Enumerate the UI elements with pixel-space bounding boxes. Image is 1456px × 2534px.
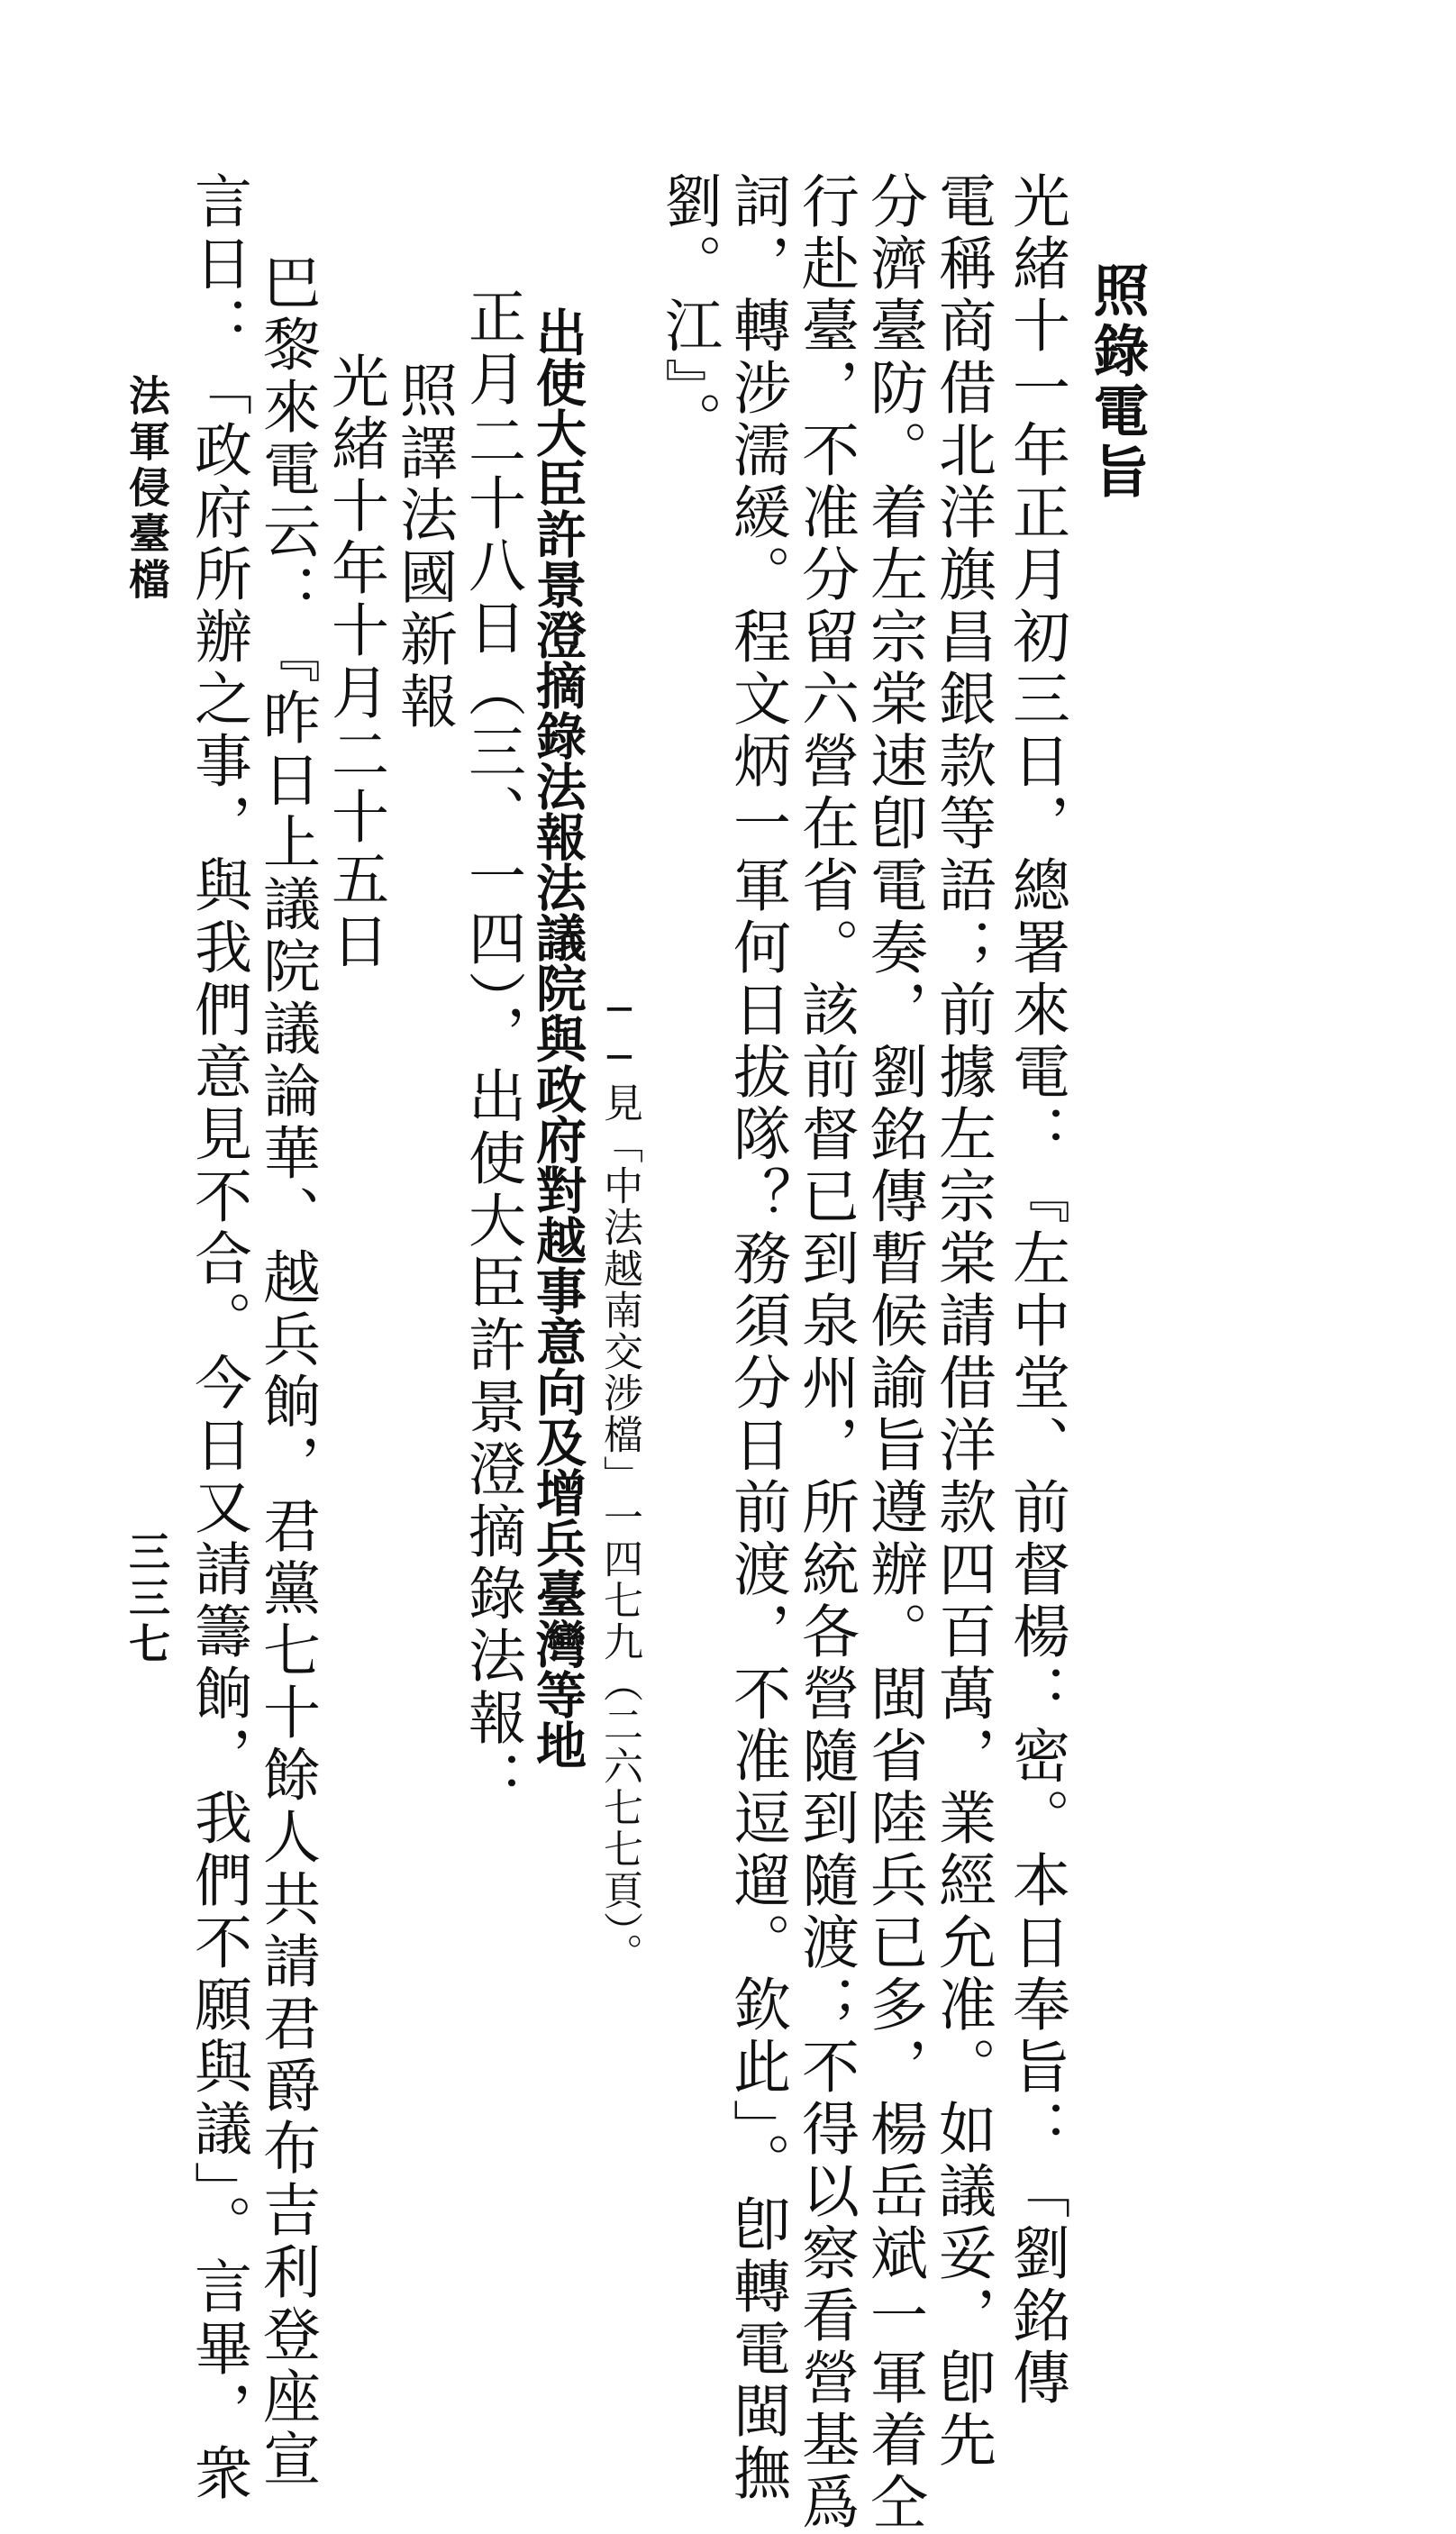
page-number: 三三七: [123, 1530, 171, 1668]
body-line: 光緒十一年正月初三日，總署來電：『左中堂、前督楊：密。本日奉旨：「劉銘傳: [1003, 171, 1069, 2410]
body-line: 光緒十年十月二十五日: [322, 351, 388, 973]
section-heading-2: 出使大臣許景澄摘錄法報法議院與政府對越事意向及增兵臺灣等地: [528, 306, 587, 1770]
section-heading-1: 照錄電旨: [1084, 261, 1150, 503]
body-line: 巴黎來電云：『昨日上議院議論華、越兵餉，君黨七十餘人共請君爵布吉利登座宣: [253, 252, 320, 2491]
body-line: 詞，轉涉濡緩。程文炳一軍何日拔隊？務須分日前渡，不准逗遛。欽此」。卽轉電閩撫: [723, 171, 790, 2505]
running-head-title: 法軍侵臺檔: [123, 374, 171, 604]
body-line: 分濟臺防。着左宗棠速卽電奏，劉銘傳暫候諭旨遵辦。閩省陸兵已多，楊岳斌一軍着仝: [860, 171, 927, 2534]
body-line: 照譯法國新報: [390, 360, 457, 734]
document-page: [123, 0, 1456, 2534]
source-note: ──見「中法越南交涉檔」一四七九（二六七七頁）。: [596, 987, 642, 1974]
body-line: 電稱商借北洋旗昌銀款等語；前據左宗棠請借洋款四百萬，業經允准。如議妥，卽先: [929, 171, 996, 2472]
body-line: 正月二十八日（三、一四），出使大臣許景澄摘錄法報：: [459, 287, 525, 1812]
body-line: 言日：「政府所辦之事，與我們意見不合。今日又請籌餉，我們不願與議」。言畢，衆: [185, 171, 251, 2505]
body-line: 劉。江』。: [655, 171, 722, 453]
body-line: 行赴臺，不准分留六營在省。該前督已到泉州，所統各營隨到隨渡；不得以察看營基爲: [792, 171, 859, 2534]
